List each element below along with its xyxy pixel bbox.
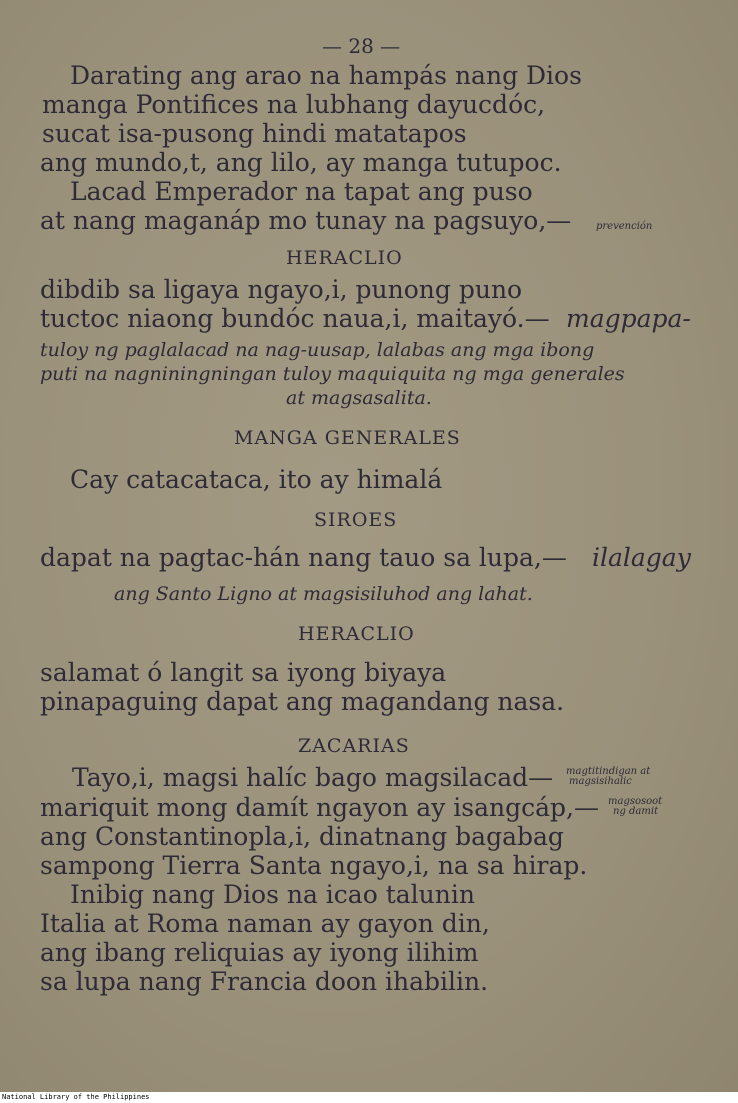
verse-line: Italia at Roma naman ay gayon din,: [40, 909, 490, 938]
verse-line: Cay catacataca, ito ay himalá: [70, 465, 443, 494]
speaker-heading: ZACARIAS: [298, 735, 410, 757]
verse-line: Tayo,i, magsi halíc bago magsilacad—: [72, 763, 554, 792]
verse-line: dibdib sa ligaya ngayo,i, punong puno: [40, 275, 523, 304]
stage-direction: at magsasalita.: [286, 387, 432, 409]
verse-line: mariquit mong damít ngayon ay isangcáp,—: [40, 793, 599, 822]
verse-line: sa lupa nang Francia doon ihabilin.: [40, 967, 489, 996]
library-footer: National Library of the Philippines: [0, 1092, 738, 1103]
speaker-heading: SIROES: [314, 509, 398, 531]
stage-direction: puti na nagniningningan tuloy maquiquita ng mga generales: [40, 363, 625, 385]
margin-note-line: magtitindigan at: [566, 766, 651, 777]
verse-line: sampong Tierra Santa ngayo,i, na sa hirap.: [40, 851, 588, 880]
margin-note: [608, 797, 662, 817]
verse-line: at nang maganáp mo tunay na pagsuyo,—: [40, 206, 572, 235]
page-number: — 28 —: [322, 34, 401, 58]
verse-line: sucat isa-pusong hindi matatapos: [42, 119, 467, 148]
verse-line: dapat na pagtac-hán nang tauo sa lupa,—: [40, 543, 567, 572]
margin-note-line: magsosoot: [608, 796, 663, 807]
verse-line: pinapaguing dapat ang magandang nasa.: [40, 687, 565, 716]
stage-direction: ilalagay: [592, 543, 691, 572]
margin-note-line: ng damit: [613, 806, 659, 817]
verse-line: ang ibang reliquias ay iyong ilihim: [40, 938, 479, 967]
margin-note-line: magsisihalic: [569, 776, 632, 787]
verse-line: Darating ang arao na hampás nang Dios: [70, 61, 582, 90]
stage-direction: magpapa-: [566, 304, 691, 333]
verse-line: Inibig nang Dios na icao talunin: [70, 880, 475, 909]
stage-direction: ang Santo Ligno at magsisiluhod ang lahat.: [114, 583, 533, 605]
verse-line: Lacad Emperador na tapat ang puso: [70, 177, 533, 206]
verse-line: salamat ó langit sa iyong biyaya: [40, 658, 447, 687]
verse-line: manga Pontifices na lubhang dayucdóc,: [42, 90, 546, 119]
stage-direction: tuloy ng paglalacad na nag-uusap, lalabas ang mga ibong: [40, 339, 595, 361]
speaker-heading: HERACLIO: [286, 247, 403, 269]
margin-note: prevención: [596, 221, 653, 232]
verse-line: ang Constantinopla,i, dinatnang bagabag: [40, 822, 564, 851]
speaker-heading: MANGA GENERALES: [234, 427, 461, 449]
margin-note: [566, 767, 650, 787]
speaker-heading: HERACLIO: [298, 623, 415, 645]
verse-line: ang mundo,t, ang lilo, ay manga tutupoc.: [40, 148, 562, 177]
verse-line: tuctoc niaong bundóc naua,i, maitayó.—: [40, 304, 550, 333]
